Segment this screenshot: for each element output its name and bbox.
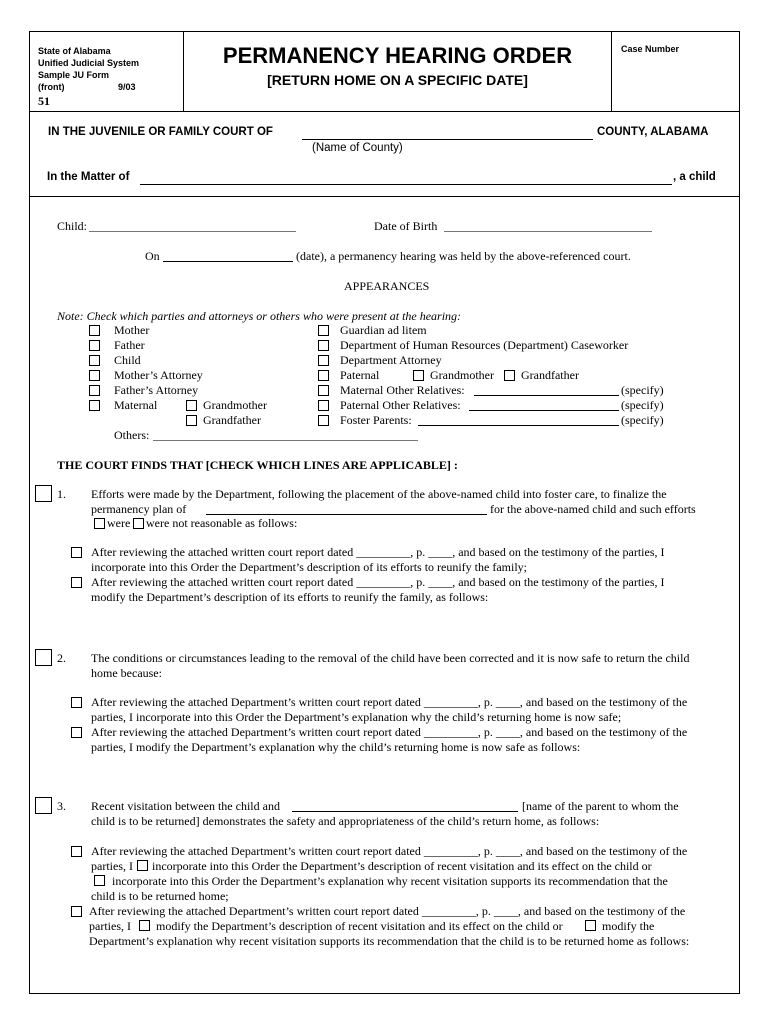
finding-3-option-b-modify-explanation-checkbox[interactable] xyxy=(585,920,596,931)
finding-2-checkbox[interactable] xyxy=(35,649,52,666)
foster-parents-line[interactable] xyxy=(418,425,619,426)
finding-3-checkbox[interactable] xyxy=(35,797,52,814)
parent-name-line[interactable] xyxy=(292,811,518,812)
dept-attorney-checkbox[interactable] xyxy=(318,355,329,366)
paternal-grandfather-checkbox[interactable] xyxy=(504,370,515,381)
paternal-grandmother-checkbox[interactable] xyxy=(413,370,424,381)
caseworker-checkbox[interactable] xyxy=(318,340,329,351)
finding-3-option-b-line2-suffix: modify the xyxy=(602,919,655,933)
finding-2-option-b-line2: parties, I modify the Department’s explanation why the child’s returning home is now safe as follows: xyxy=(91,740,581,754)
finding-2-option-a-line2: parties, I incorporate into this Order the Department’s explanation why the child’s returning home is now safe; xyxy=(91,710,622,724)
fathers-attorney-label: Father’s Attorney xyxy=(114,383,199,397)
foster-parents-label: Foster Parents: xyxy=(340,413,412,427)
child-name-line[interactable] xyxy=(89,231,296,232)
appearances-heading: APPEARANCES xyxy=(344,279,430,293)
paternal-grandmother-label: Grandmother xyxy=(430,368,494,382)
were-label: were xyxy=(107,516,131,530)
maternal-relatives-line[interactable] xyxy=(474,395,619,396)
hearing-text: (date), a permanency hearing was held by the above-referenced court. xyxy=(296,249,631,263)
finding-1-checkbox[interactable] xyxy=(35,485,52,502)
mothers-attorney-checkbox[interactable] xyxy=(89,370,100,381)
paternal-relatives-line[interactable] xyxy=(469,410,619,411)
state-label: State of Alabama xyxy=(38,46,111,56)
finding-3-line1-prefix: Recent visitation between the child and xyxy=(91,799,280,813)
matter-prefix: In the Matter of xyxy=(47,171,130,183)
maternal-relatives-label: Maternal Other Relatives: xyxy=(340,383,465,397)
finding-3-option-b-checkbox[interactable] xyxy=(71,906,82,917)
child-checkbox[interactable] xyxy=(89,355,100,366)
finding-1-plan-suffix: for the above-named child and such efforts xyxy=(490,502,696,516)
side-label: (front) xyxy=(38,82,65,92)
child-label: Child: xyxy=(57,219,88,233)
finding-3-option-a-line2: incorporate into this Order the Department’s description of recent visitation and its effect on the child or xyxy=(152,859,652,873)
finding-3-option-a-line2-prefix: parties, I xyxy=(91,859,133,873)
dob-label: Date of Birth xyxy=(374,219,438,233)
maternal-grandmother-checkbox[interactable] xyxy=(186,400,197,411)
matter-suffix: , a child xyxy=(673,171,716,183)
finding-3-option-b-line2-prefix: parties, I xyxy=(89,919,131,933)
maternal-grandfather-label: Grandfather xyxy=(203,413,261,427)
system-label: Unified Judicial System xyxy=(38,58,140,68)
paternal-checkbox[interactable] xyxy=(318,370,329,381)
permanency-plan-line[interactable] xyxy=(206,514,487,515)
caseworker-label: Department of Human Resources (Department) Caseworker xyxy=(340,338,629,352)
county-hint: (Name of County) xyxy=(312,142,403,154)
mother-label: Mother xyxy=(114,323,150,337)
finding-2-option-a-checkbox[interactable] xyxy=(71,697,82,708)
form-number: 51 xyxy=(38,94,50,108)
finding-3-option-b-line1: After reviewing the attached Department’s written court report dated _________, p. ____, and based on the testimony of the xyxy=(89,904,686,918)
finding-2-option-b-line1: After reviewing the attached Department’s written court report dated _________, p. ____, and based on the testimony of the xyxy=(91,725,688,739)
finding-3-option-a-incorporate-description-checkbox[interactable] xyxy=(137,860,148,871)
finding-3-option-b-modify-description-checkbox[interactable] xyxy=(139,920,150,931)
maternal-grandmother-label: Grandmother xyxy=(203,398,267,412)
frame-left xyxy=(29,31,30,994)
court-suffix: COUNTY, ALABAMA xyxy=(597,126,709,138)
finding-1-option-b-line1: After reviewing the attached written court report dated _________, p. ____, and based on the testimony of the parties, I xyxy=(91,575,665,589)
dept-attorney-label: Department Attorney xyxy=(340,353,442,367)
finding-3-option-a-checkbox[interactable] xyxy=(71,846,82,857)
finding-3-number: 3. xyxy=(57,799,66,813)
finding-2-option-a-line1: After reviewing the attached Department’s written court report dated _________, p. ____, and based on the testimony of the xyxy=(91,695,688,709)
finding-1-option-a-checkbox[interactable] xyxy=(71,547,82,558)
finding-1-option-b-checkbox[interactable] xyxy=(71,577,82,588)
finding-1-number: 1. xyxy=(57,487,66,501)
form-date: 9/03 xyxy=(118,82,136,92)
finding-3-option-b-line2: modify the Department’s description of recent visitation and its effect on the child or xyxy=(156,919,563,933)
finding-3-option-a-line3: incorporate into this Order the Department’s explanation why recent visitation supports its recommendation that the xyxy=(112,874,668,888)
finding-1-option-a-line2: incorporate into this Order the Department’s description of its efforts to reunify the family; xyxy=(91,560,527,574)
child-party-label: Child xyxy=(114,353,141,367)
were-not-label: were not reasonable as follows: xyxy=(146,516,298,530)
others-line[interactable] xyxy=(153,440,418,441)
finding-3-option-a-line4: child is to be returned home; xyxy=(91,889,229,903)
paternal-relatives-label: Paternal Other Relatives: xyxy=(340,398,461,412)
paternal-label: Paternal xyxy=(340,368,380,382)
page-subtitle: [RETURN HOME ON A SPECIFIC DATE] xyxy=(267,72,528,88)
hearing-date-line[interactable] xyxy=(163,261,293,262)
were-not-checkbox[interactable] xyxy=(133,518,144,529)
paternal-relatives-specify: (specify) xyxy=(621,398,664,412)
finding-3-option-a-line1: After reviewing the attached Department’s written court report dated _________, p. ____, and based on the testimony of the xyxy=(91,844,688,858)
form-label: Sample JU Form xyxy=(38,70,110,80)
header-divider-right xyxy=(611,31,612,111)
guardian-checkbox[interactable] xyxy=(318,325,329,336)
case-number-label: Case Number xyxy=(621,44,680,54)
header-bottom-rule xyxy=(29,111,740,112)
frame-top xyxy=(29,31,740,32)
were-checkbox[interactable] xyxy=(94,518,105,529)
maternal-relatives-checkbox[interactable] xyxy=(318,385,329,396)
finding-3-option-a-incorporate-explanation-checkbox[interactable] xyxy=(94,875,105,886)
finding-2-number: 2. xyxy=(57,651,66,665)
paternal-grandfather-label: Grandfather xyxy=(521,368,579,382)
foster-parents-checkbox[interactable] xyxy=(318,415,329,426)
findings-heading: THE COURT FINDS THAT [CHECK WHICH LINES ARE APPLICABLE] : xyxy=(57,458,458,472)
finding-3-line1-suffix: [name of the parent to whom the xyxy=(522,799,679,813)
frame-right xyxy=(739,31,740,994)
finding-1-line1: Efforts were made by the Department, following the placement of the above-named child into foster care, to finalize the xyxy=(91,487,667,501)
others-label: Others: xyxy=(114,428,150,442)
dob-line[interactable] xyxy=(444,231,652,232)
county-line[interactable] xyxy=(302,139,593,140)
guardian-label: Guardian ad litem xyxy=(340,323,427,337)
fathers-attorney-checkbox[interactable] xyxy=(89,385,100,396)
mothers-attorney-label: Mother’s Attorney xyxy=(114,368,203,382)
frame-bottom xyxy=(29,993,740,994)
foster-parents-specify: (specify) xyxy=(621,413,664,427)
maternal-relatives-specify: (specify) xyxy=(621,383,664,397)
finding-2-line1: The conditions or circumstances leading to the removal of the child have been corrected and it is now safe to return the child xyxy=(91,651,690,665)
appearances-note: Note: Check which parties and attorneys or others who were present at the hearing: xyxy=(57,309,462,323)
paternal-relatives-checkbox[interactable] xyxy=(318,400,329,411)
father-label: Father xyxy=(114,338,145,352)
finding-1-plan-label: permanency plan of xyxy=(91,502,187,516)
father-checkbox[interactable] xyxy=(89,340,100,351)
page-title: PERMANENCY HEARING ORDER xyxy=(222,43,573,68)
finding-1-option-a-line1: After reviewing the attached written court report dated _________, p. ____, and based on the testimony of the parties, I xyxy=(91,545,665,559)
finding-1-option-b-line2: modify the Department’s description of its efforts to reunify the family, as follows: xyxy=(91,590,489,604)
mother-checkbox[interactable] xyxy=(89,325,100,336)
court-prefix: IN THE JUVENILE OR FAMILY COURT OF xyxy=(48,126,273,138)
finding-3-option-b-line3: Department’s explanation why recent visitation supports its recommendation that the child is to be returned home as follows: xyxy=(89,934,690,948)
maternal-label: Maternal xyxy=(114,398,158,412)
maternal-grandfather-checkbox[interactable] xyxy=(186,415,197,426)
on-label: On xyxy=(145,249,160,263)
maternal-checkbox[interactable] xyxy=(89,400,100,411)
matter-line[interactable] xyxy=(140,184,672,185)
finding-2-line2: home because: xyxy=(91,666,162,680)
finding-2-option-b-checkbox[interactable] xyxy=(71,727,82,738)
court-bottom-rule xyxy=(29,196,740,197)
finding-3-line2: child is to be returned] demonstrates the safety and appropriateness of the child’s return home, as follows: xyxy=(91,814,600,828)
